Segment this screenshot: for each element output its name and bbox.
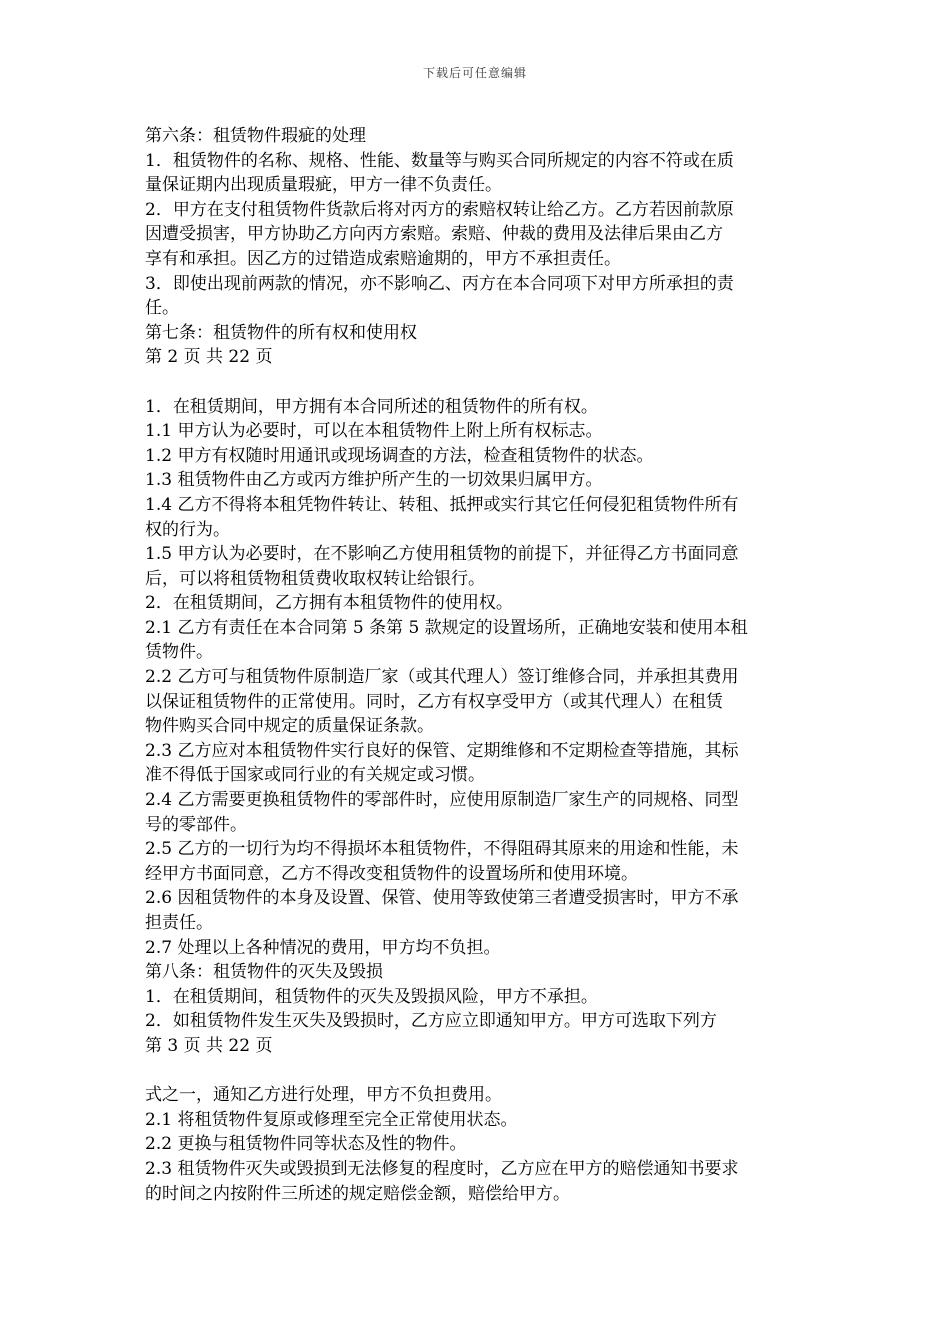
text-line: 1．租赁物件的名称、规格、性能、数量等与购买合同所规定的内容不符或在质 [145,150,734,171]
text-line: 赁物件。 [145,642,213,663]
text-line: 2.6 因租赁物件的本身及设置、保管、使用等致使第三者遭受损害时，甲方不承 [145,888,739,909]
text-line: 因遭受损害，甲方协助乙方向丙方索赔。索赔、仲裁的费用及法律后果由乙方 [145,224,723,245]
text-line: 担责任。 [145,913,213,933]
text-line: 2.3 乙方应对本租赁物件实行良好的保管、定期维修和不定期检查等措施，其标 [145,740,739,761]
blank-line [145,370,815,395]
text-line: 后，可以将租赁物租赁费收取权转让给银行。 [145,568,485,589]
text-line: 式之一，通知乙方进行处理，甲方不负担费用。 [145,1085,502,1106]
text-line: 2．在租赁期间，乙方拥有本租赁物件的使用权。 [145,593,513,614]
text-line: 1.5 甲方认为必要时，在不影响乙方使用租赁物的前提下，并征得乙方书面同意 [145,544,739,565]
text-line: 1.4 乙方不得将本租凭物件转让、转租、抵押或实行其它任何侵犯租赁物件所有 [145,494,739,515]
text-line: 量保证期内出现质量瑕疵，甲方一律不负责任。 [145,175,502,196]
document-body [145,124,815,1206]
page-footer: 第 2 页 共 22 页 [145,347,273,368]
text-line: 权的行为。 [145,519,230,540]
text-line: 号的零部件。 [145,814,247,835]
text-line: 的时间之内按附件三所述的规定赔偿金额，赔偿给甲方。 [145,1183,570,1204]
text-line: 1．在租赁期间，甲方拥有本合同所述的租赁物件的所有权。 [145,396,598,417]
text-line: 2.3 租赁物件灭失或毁损到无法修复的程度时，乙方应在甲方的赔偿通知书要求 [145,1158,739,1179]
text-line: 2.2 更换与租赁物件同等状态及性的物件。 [145,1134,467,1155]
text-line: 1．在租赁期间，租赁物件的灭失及毁损风险，甲方不承担。 [145,986,598,1007]
text-line: 3．即使出现前两款的情况，亦不影响乙、丙方在本合同项下对甲方所承担的责 [145,273,734,294]
page-footer: 第 3 页 共 22 页 [145,1035,273,1056]
text-line: 物件购买合同中规定的质量保证条款。 [145,716,434,737]
blank-line [145,1059,815,1084]
text-line: 2.7 处理以上各种情况的费用，甲方均不负担。 [145,937,501,958]
text-line: 第七条：租赁物件的所有权和使用权 [145,322,417,343]
text-line: 2．如租赁物件发生灭失及毁损时，乙方应立即通知甲方。甲方可选取下列方 [145,1011,717,1032]
text-line: 2．甲方在支付租赁物件货款后将对丙方的索赔权转让给乙方。乙方若因前款原 [145,199,734,220]
text-line: 经甲方书面同意，乙方不得改变租赁物件的设置场所和使用环境。 [145,863,638,884]
text-line: 2.5 乙方的一切行为均不得损坏本租赁物件，不得阻碍其原来的用途和性能，未 [145,839,739,860]
text-line: 第六条：租赁物件瑕疵的处理 [145,126,366,146]
text-line: 1.3 租赁物件由乙方或丙方维护所产生的一切效果归属甲方。 [145,470,603,491]
text-line: 2.2 乙方可与租赁物件原制造厂家（或其代理人）签订维修合同，并承担其费用 [145,667,739,688]
text-line: 2.1 将租赁物件复原或修理至完全正常使用状态。 [145,1109,518,1130]
text-line: 第八条：租赁物件的灭失及毁损 [145,962,383,983]
text-line: 享有和承担。因乙方的过错造成索赔逾期的，甲方不承担责任。 [145,248,621,269]
text-line: 2.4 乙方需要更换租赁物件的零部件时，应使用原制造厂家生产的同规格、同型 [145,790,739,811]
page-header: 下载后可任意编辑 [422,66,527,80]
text-line: 任。 [145,298,179,319]
text-line: 准不得低于国家或同行业的有关规定或习惯。 [145,765,485,786]
text-line: 1.1 甲方认为必要时，可以在本租赁物件上附上所有权标志。 [145,421,603,442]
text-line: 1.2 甲方有权随时用通讯或现场调查的方法，检查租赁物件的状态。 [145,445,654,466]
text-line: 2.1 乙方有责任在本合同第 5 条第 5 款规定的设置场所，正确地安装和使用本租 [145,617,748,638]
text-line: 以保证租赁物件的正常使用。同时，乙方有权享受甲方（或其代理人）在租赁 [145,691,723,712]
